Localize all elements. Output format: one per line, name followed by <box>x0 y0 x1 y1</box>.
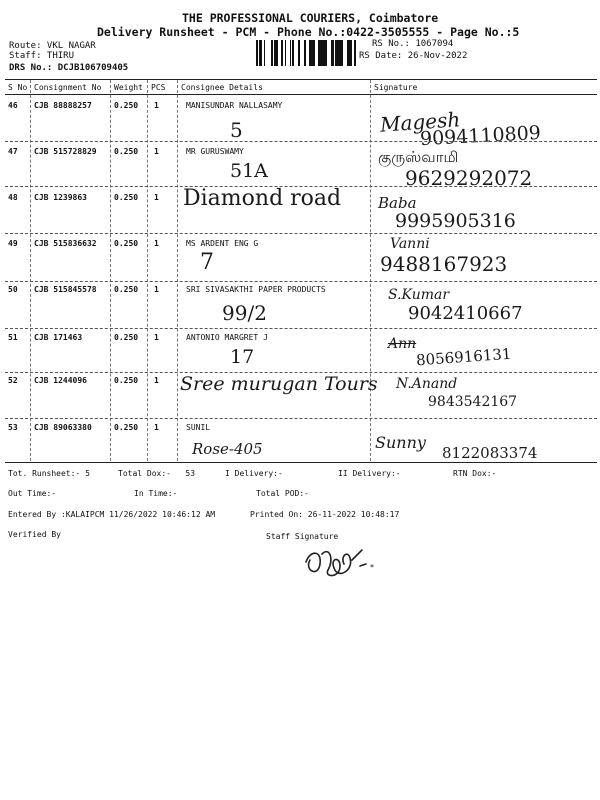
col-divider <box>110 80 111 461</box>
col-header-sno: S No <box>8 83 28 92</box>
row-consignment: CJB 515845578 <box>34 285 97 294</box>
row-consignment: CJB 1239863 <box>34 193 87 202</box>
table-header-rule <box>5 94 597 95</box>
row-consignee: SUNIL <box>186 423 211 432</box>
col-divider <box>177 80 178 461</box>
row-handwritten-signature: குருஸ்வாமி <box>378 148 459 166</box>
row-divider <box>5 418 597 419</box>
row-handwritten-signature: Vanni <box>390 236 430 252</box>
row-pcs: 1 <box>154 376 159 385</box>
row-handwritten-signature: Sunny <box>375 433 426 452</box>
staff-signature-scribble <box>300 540 380 585</box>
staff-signature-label: Staff Signature <box>266 532 339 541</box>
row-handwritten-address: 7 <box>200 250 214 275</box>
verified-by: Verified By <box>8 530 61 539</box>
i-delivery: I Delivery:- <box>225 469 283 478</box>
col-header-consignment: Consignment No <box>34 83 102 92</box>
row-pcs: 1 <box>154 147 159 156</box>
row-pcs: 1 <box>154 193 159 202</box>
row-sno: 51 <box>8 333 18 342</box>
in-time: In Time:- <box>134 489 178 498</box>
row-handwritten-address: 51A <box>230 160 268 182</box>
row-handwritten-phone: 9488167923 <box>380 252 508 276</box>
drs-number: DRS No.: DCJB106709405 <box>9 63 129 73</box>
row-handwritten-phone: 9843542167 <box>428 394 518 410</box>
ii-delivery: II Delivery:- <box>338 469 401 478</box>
table-top-rule <box>5 79 597 80</box>
row-pcs: 1 <box>154 333 159 342</box>
row-handwritten-phone: 9995905316 <box>395 210 516 232</box>
row-sno: 48 <box>8 193 18 202</box>
row-handwritten-address: Diamond road <box>183 186 342 211</box>
row-weight: 0.250 <box>114 423 139 432</box>
row-handwritten-signature: Ann <box>388 336 417 352</box>
row-divider <box>5 141 597 142</box>
rs-date: RS Date: 26-Nov-2022 <box>359 51 468 61</box>
row-handwritten-signature: Baba <box>378 194 417 212</box>
row-handwritten-address: 5 <box>230 118 243 142</box>
row-weight: 0.250 <box>114 333 139 342</box>
col-header-pcs: PCS <box>151 83 166 92</box>
col-header-signature: Signature <box>374 83 418 92</box>
row-handwritten-address: Rose-405 <box>192 440 263 458</box>
row-consignee: MANISUNDAR NALLASAMY <box>186 101 283 110</box>
barcode-image <box>256 40 356 66</box>
total-dox: Total Dox:- 53 <box>118 469 196 478</box>
rtn-dox: RTN Dox:- <box>453 469 497 478</box>
company-title: THE PROFESSIONAL COURIERS, Coimbatore <box>182 11 439 25</box>
row-handwritten-phone: 9042410667 <box>408 303 523 324</box>
row-pcs: 1 <box>154 239 159 248</box>
out-time: Out Time:- <box>8 489 57 498</box>
row-handwritten-signature: S.Kumar <box>388 287 450 303</box>
col-header-consignee: Consignee Details <box>181 83 263 92</box>
row-consignee: MS ARDENT ENG G <box>186 239 259 248</box>
row-sno: 46 <box>8 101 18 110</box>
row-sno: 52 <box>8 376 18 385</box>
row-weight: 0.250 <box>114 239 139 248</box>
row-consignment: CJB 515728829 <box>34 147 97 156</box>
row-consignee: SRI SIVASAKTHI PAPER PRODUCTS <box>186 285 326 294</box>
col-divider <box>370 80 371 461</box>
row-consignment: CJB 89063380 <box>34 423 92 432</box>
row-handwritten-address: Sree murugan Tours <box>180 373 378 395</box>
row-handwritten-phone: 8056916131 <box>415 344 512 370</box>
printed-on: Printed On: 26-11-2022 10:48:17 <box>250 510 400 519</box>
runsheet-subtitle: Delivery Runsheet - PCM - Phone No.:0422-3505555 - Page No.:5 <box>97 25 520 39</box>
entered-by: Entered By :KALAIPCM 11/26/2022 10:46:12 AM <box>8 510 216 519</box>
row-handwritten-signature: Magesh <box>379 107 461 137</box>
svg-text:*: * <box>370 563 374 572</box>
row-handwritten-phone: 9629292072 <box>405 166 533 190</box>
row-consignee: ANTONIO MARGRET J <box>186 333 268 342</box>
col-divider <box>30 80 31 461</box>
row-weight: 0.250 <box>114 147 139 156</box>
row-divider <box>5 233 597 234</box>
route-label: Route: VKL NAGAR <box>9 41 96 51</box>
row-sno: 53 <box>8 423 18 432</box>
staff-label: Staff: THIRU <box>9 51 75 61</box>
rs-number: RS No.: 1067094 <box>372 39 454 49</box>
row-weight: 0.250 <box>114 376 139 385</box>
row-consignment: CJB 515836632 <box>34 239 97 248</box>
row-divider <box>5 281 597 282</box>
row-divider <box>5 328 597 329</box>
row-consignment: CJB 1244096 <box>34 376 87 385</box>
col-divider <box>147 80 148 461</box>
row-handwritten-phone: 9094110809 <box>419 121 542 151</box>
row-consignment: CJB 88888257 <box>34 101 92 110</box>
row-weight: 0.250 <box>114 193 139 202</box>
row-handwritten-phone: 8122083374 <box>442 444 538 462</box>
row-weight: 0.250 <box>114 101 139 110</box>
row-sno: 49 <box>8 239 18 248</box>
row-pcs: 1 <box>154 423 159 432</box>
total-runsheet: Tot. Runsheet:- 5 <box>8 469 90 478</box>
row-weight: 0.250 <box>114 285 139 294</box>
row-handwritten-address: 17 <box>230 346 255 368</box>
row-consignee: MR GURUSWAMY <box>186 147 244 156</box>
total-pod: Total POD:- <box>256 489 309 498</box>
row-pcs: 1 <box>154 285 159 294</box>
row-consignment: CJB 171463 <box>34 333 83 342</box>
row-pcs: 1 <box>154 101 159 110</box>
row-handwritten-signature: N.Anand <box>396 376 458 392</box>
row-handwritten-address: 99/2 <box>222 301 267 325</box>
row-sno: 47 <box>8 147 18 156</box>
table-bottom-rule <box>5 462 597 463</box>
col-header-weight: Weight <box>114 83 143 92</box>
row-sno: 50 <box>8 285 18 294</box>
